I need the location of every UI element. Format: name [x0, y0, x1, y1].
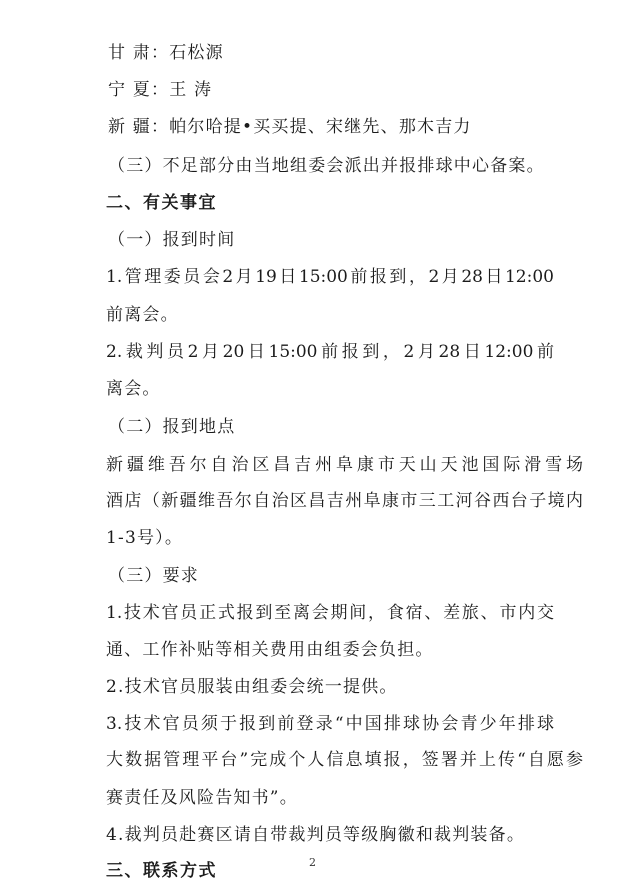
section-heading-2: 二、有关事宜: [106, 193, 217, 213]
location-line-2: 酒店（新疆维吾尔自治区昌吉州阜康市三工河谷西台子境内: [106, 491, 583, 511]
insufficient-note: （三）不足部分由当地组委会派出并报排球中心备案。: [108, 156, 545, 176]
location-line-3: 1-3号）。: [106, 528, 184, 548]
page-number: 2: [309, 856, 316, 869]
item-1-line-2: 前离会。: [106, 305, 179, 325]
subheading-requirements: （三）要求: [108, 566, 199, 586]
requirement-1-line-2: 通、工作补贴等相关费用由组委会负担。: [106, 640, 434, 660]
requirement-3-line-3: 赛责任及风险告知书”。: [106, 788, 298, 808]
requirement-4: 4.裁判员赴赛区请自带裁判员等级胸徽和裁判装备。: [106, 825, 526, 845]
item-2-line-2: 离会。: [106, 379, 161, 399]
subheading-report-time: （一）报到时间: [108, 230, 236, 250]
xinjiang-line: 新 疆：帕尔哈提•买买提、宋继先、那木吉力: [108, 117, 472, 137]
requirement-1-line-1: 1.技术官员正式报到至离会期间，食宿、差旅、市内交: [106, 603, 554, 623]
requirement-2: 2.技术官员服装由组委会统一提供。: [106, 677, 398, 697]
requirement-3-line-1: 3.技术官员须于报到前登录“中国排球协会青少年排球: [106, 714, 554, 734]
section-heading-3: 三、联系方式: [106, 861, 217, 881]
gansu-line: 甘 肃：石松源: [108, 43, 224, 63]
item-2-line-1: 2.裁判员2月20日15:00前报到，2月28日12:00前: [106, 342, 554, 362]
item-1-line-1: 1.管理委员会2月19日15:00前报到，2月28日12:00: [106, 267, 554, 287]
location-line-1: 新疆维吾尔自治区昌吉州阜康市天山天池国际滑雪场: [106, 455, 583, 475]
subheading-report-location: （二）报到地点: [108, 417, 236, 437]
ningxia-line: 宁 夏：王 涛: [108, 80, 213, 100]
requirement-3-line-2: 大数据管理平台”完成个人信息填报，签署并上传“自愿参: [106, 750, 583, 770]
